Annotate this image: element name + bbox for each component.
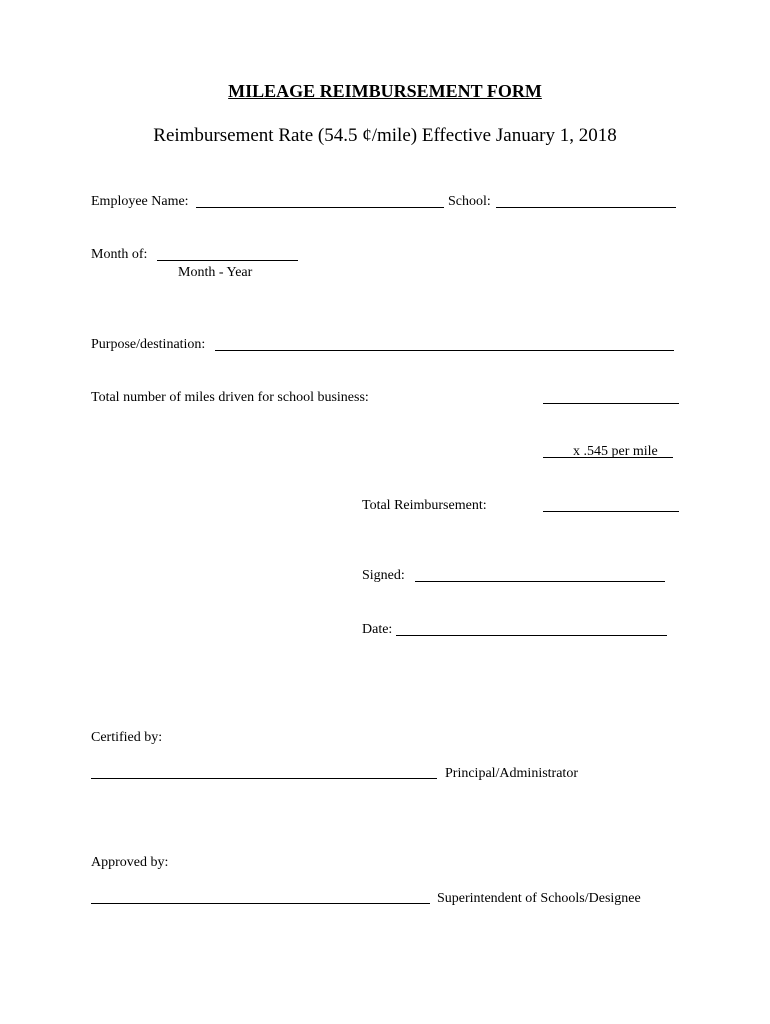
certified-label: Certified by:	[91, 730, 163, 745]
approved-label: Approved by:	[91, 855, 169, 870]
purpose-field[interactable]	[215, 350, 674, 351]
purpose-label: Purpose/destination:	[91, 337, 206, 352]
school-field[interactable]	[496, 207, 676, 208]
total-reimbursement-label: Total Reimbursement:	[362, 498, 487, 513]
month-label: Month of:	[91, 247, 148, 262]
certified-signature-field[interactable]	[91, 778, 437, 779]
total-reimbursement-field[interactable]	[543, 511, 679, 512]
rate-text: x .545 per mile	[573, 444, 658, 459]
superintendent-label: Superintendent of Schools/Designee	[437, 891, 641, 906]
month-field[interactable]	[157, 260, 298, 261]
employee-name-label: Employee Name:	[91, 194, 189, 209]
school-label: School:	[448, 194, 491, 209]
employee-name-field[interactable]	[196, 207, 444, 208]
form-subtitle: Reimbursement Rate (54.5 ¢/mile) Effective January 1, 2018	[153, 125, 617, 146]
date-field[interactable]	[396, 635, 667, 636]
signed-label: Signed:	[362, 568, 405, 583]
total-miles-field[interactable]	[543, 403, 679, 404]
total-miles-label: Total number of miles driven for school business:	[91, 390, 369, 405]
date-label: Date:	[362, 622, 393, 637]
signature-field[interactable]	[415, 581, 665, 582]
approved-signature-field[interactable]	[91, 903, 430, 904]
form-title: MILEAGE REIMBURSEMENT FORM	[228, 81, 542, 101]
principal-label: Principal/Administrator	[445, 766, 578, 781]
month-hint: Month - Year	[178, 265, 253, 280]
